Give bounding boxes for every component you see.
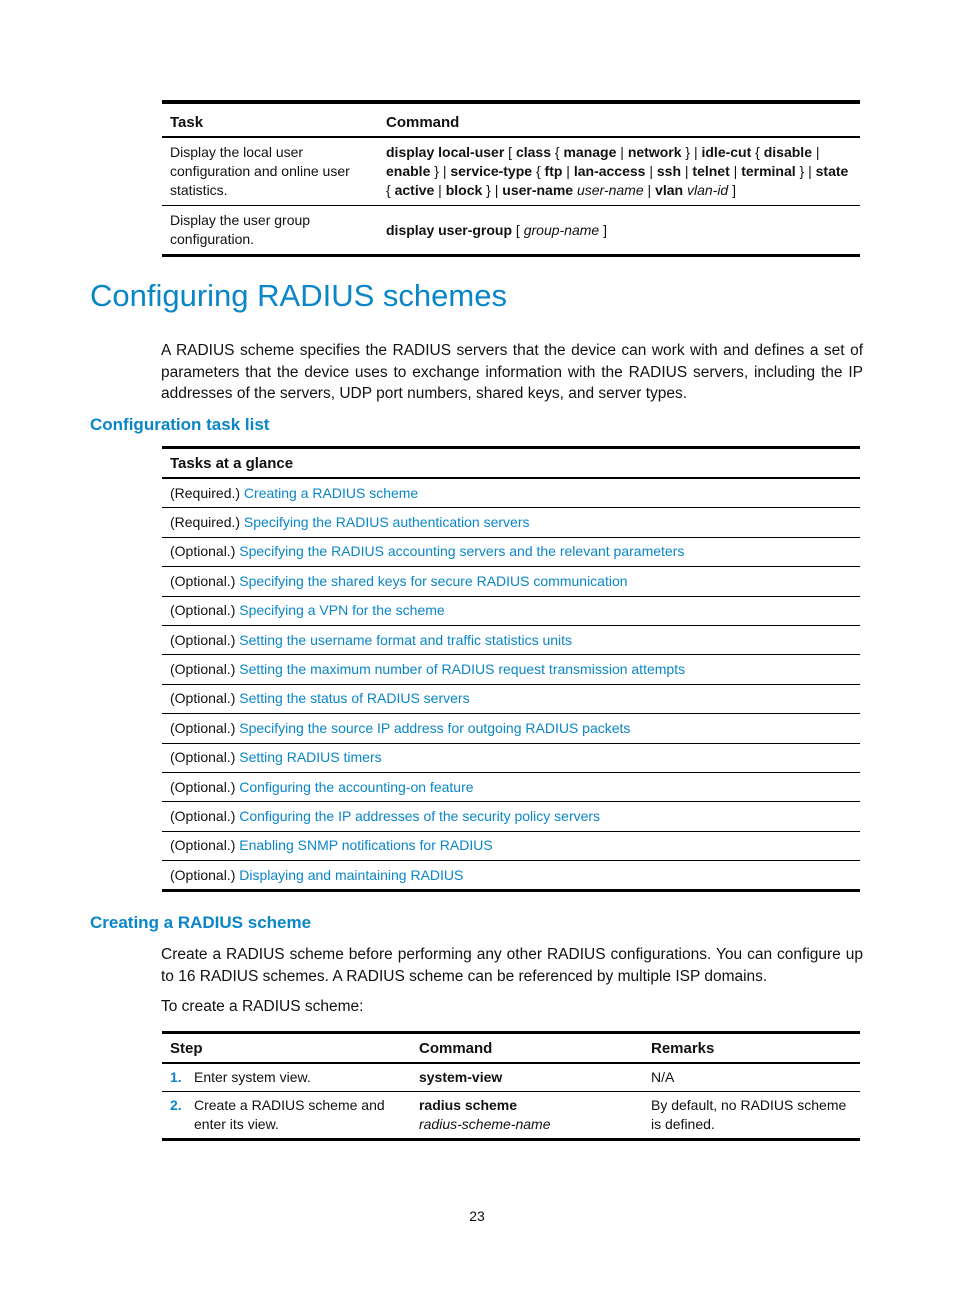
command-syntax: { — [751, 144, 764, 160]
command-argument: user-name — [576, 182, 644, 198]
command-keyword: network — [627, 144, 682, 160]
command-syntax: [ — [504, 144, 516, 160]
task-cell — [162, 802, 860, 831]
creating-paragraph: Create a RADIUS scheme before performing any other RADIUS configurations. You can configure up to 16 RADIUS schemes. A RADIUS scheme can be referenced by multiple ISP domains. — [161, 946, 863, 985]
command-syntax: } | — [430, 163, 451, 179]
requirement-label: (Optional.) — [170, 719, 236, 736]
requirement-label: (Required.) — [170, 514, 241, 531]
command-keyword: user-name — [502, 182, 574, 198]
command-keyword: idle-cut — [701, 144, 752, 160]
step-number: 2. — [162, 1092, 186, 1140]
page-number: 23 — [469, 1208, 485, 1224]
task-link[interactable]: Specifying a VPN for the scheme — [239, 602, 445, 619]
command-syntax: | — [811, 144, 824, 160]
command-keyword: telnet — [692, 163, 730, 179]
table-row — [162, 743, 860, 772]
task-cell — [162, 655, 860, 684]
task-cell: Display the local user configuration and online user statistics. — [162, 137, 378, 206]
command-cell — [378, 137, 860, 206]
command-keyword: block — [445, 182, 483, 198]
command-keyword: display local-user — [386, 144, 505, 160]
table-row — [162, 1092, 860, 1140]
command-keyword: ssh — [656, 163, 681, 179]
table-row — [162, 596, 860, 625]
command-keyword: vlan — [655, 182, 684, 198]
command-keyword: state — [815, 163, 849, 179]
task-list-table — [162, 446, 860, 892]
requirement-label: (Optional.) — [170, 602, 236, 619]
table-row — [162, 137, 860, 206]
task-cell — [162, 478, 860, 508]
task-cell: Display the user group configuration. — [162, 206, 378, 256]
task-list-heading: Configuration task list — [90, 415, 270, 434]
command-keyword: enable — [386, 163, 431, 179]
command-keyword: class — [515, 144, 551, 160]
requirement-label: (Required.) — [170, 484, 241, 501]
requirement-label: (Optional.) — [170, 807, 236, 824]
task-cell — [162, 831, 860, 860]
command-syntax: | — [643, 182, 656, 198]
requirement-label: (Optional.) — [170, 572, 236, 589]
command-keyword: active — [394, 182, 435, 198]
task-cell — [162, 861, 860, 891]
step-command — [411, 1063, 643, 1092]
command-keyword: service-type — [450, 163, 533, 179]
intro-paragraph: A RADIUS scheme specifies the RADIUS servers that the device can work with and defines a set of parameters that the device uses to exchange information with the RADIUS servers, including the IP addresses of the servers, UDP port numbers, shared keys, and server types. — [161, 342, 863, 402]
command-keyword: system-view — [418, 1069, 503, 1085]
command-syntax: | — [434, 182, 446, 198]
table-header-row — [162, 102, 860, 137]
column-header-task: Task — [162, 102, 378, 137]
table-header-row — [162, 1033, 860, 1064]
command-cell — [378, 206, 860, 256]
command-keyword: ftp — [544, 163, 563, 179]
command-syntax: | — [645, 163, 657, 179]
column-header-command: Command — [411, 1033, 643, 1064]
requirement-label: (Optional.) — [170, 661, 236, 678]
task-cell — [162, 625, 860, 654]
task-cell — [162, 508, 860, 537]
steps-table — [162, 1031, 860, 1141]
command-keyword: display user-group — [386, 221, 513, 238]
task-link[interactable]: Setting the username format and traffic statistics units — [239, 631, 573, 648]
task-link[interactable]: Enabling SNMP notifications for RADIUS — [239, 837, 493, 854]
task-link[interactable]: Configuring the IP addresses of the security policy servers — [239, 807, 601, 824]
column-header-command: Command — [378, 102, 860, 137]
section-title: Configuring RADIUS schemes — [90, 278, 507, 313]
command-syntax: ] — [599, 221, 607, 238]
step-remarks: By default, no RADIUS scheme is defined. — [643, 1092, 860, 1140]
command-syntax: | — [562, 163, 574, 179]
table-header-row — [162, 448, 860, 479]
task-link[interactable]: Specifying the RADIUS accounting servers and the relevant parameters — [239, 543, 685, 560]
table-row — [162, 861, 860, 891]
command-syntax: [ — [512, 221, 524, 238]
task-link[interactable]: Setting the status of RADIUS servers — [239, 690, 470, 707]
task-link[interactable]: Setting the maximum number of RADIUS request transmission attempts — [239, 661, 686, 678]
command-argument: vlan-id — [686, 182, 729, 198]
command-keyword: terminal — [741, 163, 796, 179]
task-link[interactable]: Setting RADIUS timers — [239, 749, 382, 766]
task-cell — [162, 772, 860, 801]
command-syntax: { — [386, 163, 853, 198]
step-description: Create a RADIUS scheme and enter its view. — [186, 1092, 411, 1140]
column-header-tasks: Tasks at a glance — [162, 448, 860, 479]
table-row — [162, 625, 860, 654]
task-link[interactable]: Displaying and maintaining RADIUS — [239, 866, 464, 883]
command-keyword: disable — [763, 144, 812, 160]
task-link[interactable]: Configuring the accounting-on feature — [239, 778, 474, 795]
requirement-label: (Optional.) — [170, 631, 236, 648]
task-cell — [162, 596, 860, 625]
table-row — [162, 1063, 860, 1092]
column-header-step: Step — [162, 1033, 411, 1064]
requirement-label: (Optional.) — [170, 690, 236, 707]
task-cell — [162, 684, 860, 713]
creating-heading: Creating a RADIUS scheme — [90, 913, 312, 932]
creating-lead-in: To create a RADIUS scheme: — [161, 998, 364, 1015]
command-argument: group-name — [523, 221, 600, 238]
table-row — [162, 772, 860, 801]
requirement-label: (Optional.) — [170, 778, 236, 795]
command-keyword: manage — [563, 144, 617, 160]
task-cell — [162, 714, 860, 743]
command-syntax: { — [532, 163, 545, 179]
step-remarks: N/A — [643, 1063, 860, 1092]
command-syntax: | — [681, 163, 693, 179]
task-link[interactable]: Specifying the shared keys for secure RADIUS communication — [239, 572, 628, 589]
task-cell — [162, 537, 860, 566]
table-row — [162, 655, 860, 684]
command-syntax: } | — [681, 144, 702, 160]
table-row — [162, 508, 860, 537]
table-row — [162, 831, 860, 860]
table-row — [162, 714, 860, 743]
command-argument: radius-scheme-name — [418, 1116, 551, 1132]
command-syntax: } | — [482, 182, 503, 198]
table-row — [162, 478, 860, 508]
table-row — [162, 802, 860, 831]
step-command — [411, 1092, 643, 1140]
step-description: Enter system view. — [186, 1063, 411, 1092]
command-syntax: { — [551, 144, 564, 160]
task-link[interactable]: Specifying the RADIUS authentication servers — [243, 514, 530, 531]
command-syntax: | — [616, 144, 628, 160]
requirement-label: (Optional.) — [170, 543, 236, 560]
task-cell — [162, 567, 860, 596]
table-row — [162, 537, 860, 566]
step-number: 1. — [162, 1063, 186, 1092]
table-row — [162, 206, 860, 256]
command-syntax: ] — [728, 182, 736, 198]
table-row — [162, 567, 860, 596]
column-header-remarks: Remarks — [643, 1033, 860, 1064]
table-row — [162, 684, 860, 713]
command-keyword: lan-access — [573, 163, 646, 179]
command-syntax: } | — [795, 163, 816, 179]
task-link[interactable]: Creating a RADIUS scheme — [243, 484, 419, 501]
requirement-label: (Optional.) — [170, 866, 236, 883]
command-keyword: radius scheme — [418, 1097, 518, 1113]
command-table — [162, 100, 860, 257]
requirement-label: (Optional.) — [170, 837, 236, 854]
task-cell — [162, 743, 860, 772]
task-link[interactable]: Specifying the source IP address for outgoing RADIUS packets — [239, 719, 631, 736]
command-syntax: | — [729, 163, 742, 179]
requirement-label: (Optional.) — [170, 749, 236, 766]
